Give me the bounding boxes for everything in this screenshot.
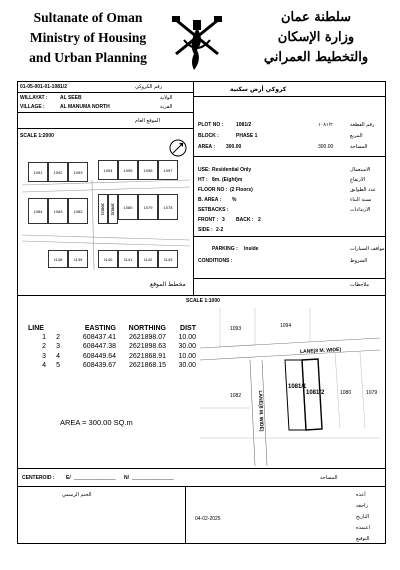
key-lot: 1142 [138,250,158,268]
footer-label-ar: راجعه [356,503,368,509]
parking-label: PARKING : [212,246,238,252]
cell-to: 3 [56,343,60,351]
ministry-name-arabic [246,8,386,68]
block-value: PHASE 1 [236,133,258,139]
footer-label-ar: التاريخ [356,514,369,520]
plot-map-lot: 1080 [340,390,352,396]
coordinates-table [28,324,196,370]
table-header-dist: DIST [180,325,196,332]
plot-no-value: 1081/2 [236,122,252,128]
plot-map-lot: 1082 [230,393,242,399]
side-label: SIDE : [198,227,213,233]
cell-dist: 10.00 [178,334,196,342]
block-label-ar: المربع [350,133,363,139]
use-label-ar: الاستعمال [350,167,371,173]
table-row [28,333,196,342]
key-plan-label-ar: مخطط الموقع [150,281,186,288]
floor-label-ar: عدد الطوابق [350,187,376,193]
footer-label-ar: التوقيع [356,536,370,542]
area-value: 300.00 [226,144,242,150]
key-map-scale: SCALE 1:2000 [20,133,54,139]
plot-reference-label-ar: رقم الكروكي [135,84,163,90]
centroid-label-ar: المساحة [320,475,338,481]
key-lot: 1096 [138,160,158,180]
cell-to: 5 [56,361,60,369]
cell-northing: 2621898.63 [129,343,166,351]
footer-label-ar: أعده [356,492,366,498]
parking-label-ar: مواقف السيارات [350,246,385,252]
height-label: HT : [198,177,208,183]
plot-map [200,308,380,466]
setbacks-label-ar: الارتدادات [350,207,371,213]
cell-from: 3 [42,352,46,360]
wilayat-label: WILLAYAT : [20,95,48,101]
table-row [28,342,196,351]
table-row [28,352,196,361]
document-title-ar: كروكي أرض سكنية [230,86,287,93]
key-lot: 1082 [68,198,88,224]
centroid-n-label: N/ [124,475,129,481]
road-label-horizontal: LANE(8 M. WIDE) [299,346,342,356]
notes-label-ar: ملاحظات [350,282,370,288]
cell-easting: 608439.67 [82,361,116,369]
area-value-ar: 300.00 [318,144,334,150]
plot-map-lot-subject: 1081/2 [306,390,325,396]
front-value: 3 [222,217,225,223]
wilayat-value: AL SEEB [60,95,82,101]
area-label: AREA : [198,144,216,150]
centroid-e-value: _______________ [74,475,116,481]
use-label: USE: [198,167,210,173]
floor-label: FLOOR NO : [198,187,228,193]
cell-northing: 2621868.15 [129,361,166,369]
key-lot: 1078 [158,194,178,220]
cell-northing: 2621868.91 [129,352,166,360]
cell-easting: 608447.38 [82,343,116,351]
centroid-label: CENTEROID : [22,475,55,481]
key-lot: 1095 [118,160,138,180]
key-lot: 1092 [48,162,68,182]
conditions-label-ar: الشروط [350,258,368,264]
road-label-vertical: LANE(8 M. WIDE) [256,390,265,432]
header-line-1: Sultanate of Oman [33,10,143,25]
plot-map-lot: 1094 [280,323,292,329]
cell-from: 2 [42,343,46,351]
back-label: BACK : [236,217,254,223]
front-label: FRONT : [198,217,219,223]
conditions-label: CONDITIONS : [198,258,233,264]
setbacks-label: SETBACKS : [198,207,229,213]
oman-emblem-icon [172,10,222,74]
key-lot: 1141 [118,250,138,268]
height-label-ar: الارتفاع [350,177,366,183]
cell-to: 2 [56,334,60,342]
building-area-label: B. AREA : [198,197,222,203]
location-title-ar: الموقع العام [135,118,160,124]
village-label-ar: القرية [160,104,173,110]
key-lot: 1080 [118,194,138,220]
plot-reference: 01-05-001-01-1081/2 [20,84,67,90]
header-line-3: and Urban Planning [29,50,147,65]
ministry-name-english [18,8,158,68]
key-map [22,140,190,270]
cell-from: 1 [42,334,46,342]
building-area-label-ar: نسبة البناء [350,197,372,203]
side-value: 2-2 [216,227,224,233]
key-lot: 1097 [158,160,178,180]
table-header-row [28,324,196,333]
north-arrow-icon [168,138,188,158]
total-area: AREA = 300.00 SQ.m [60,418,133,427]
header-ar-line-3: والتخطيط العمراني [263,50,369,65]
back-value: 2 [258,217,261,223]
header-ar-line-1: سلطنة عمان [280,10,352,25]
cell-northing: 2621898.07 [129,334,166,342]
use-value: Residential Only [212,167,252,173]
parking-value: Inside [244,246,259,252]
plot-map-lot: 1093 [230,326,242,332]
height-value: 8m. (Eight)m [212,177,243,183]
header-ar-line-2: وزارة الإسكان [277,30,355,45]
cell-to: 4 [56,352,60,360]
cell-from: 4 [42,361,46,369]
cell-dist: 10.00 [178,352,196,360]
footer-label-ar: اعتمده [356,525,371,531]
village-label: VILLAGE : [20,104,45,110]
plot-map-lot: 1081/1 [288,384,307,390]
key-lot: 1091 [28,162,48,182]
plot-map-lot: 1079 [366,390,378,396]
cell-dist: 30.00 [178,343,196,351]
cell-dist: 30.00 [178,361,196,369]
key-lot-highlighted: 1081/2 [108,194,118,224]
header-line-2: Ministry of Housing [29,30,147,45]
cell-easting: 608437.41 [82,334,116,342]
centroid-e-label: E/ [66,475,71,481]
area-label-ar: المساحة [350,144,368,150]
centroid-n-value: _______________ [132,475,174,481]
document-date: 04-02-2025 [195,516,221,522]
plot-no-label-ar: رقم القطعة [350,122,375,128]
key-lot: 1079 [138,194,158,220]
key-lot: 1140 [98,250,118,268]
key-lot: 1138 [48,250,68,268]
cell-easting: 608449.64 [82,352,116,360]
block-label: BLOCK : [198,133,219,139]
key-lot: 1094 [98,160,118,180]
building-area-value: % [232,197,237,203]
key-lot: 1093 [68,162,88,182]
key-lot: 1081/1 [98,194,108,224]
village-value: AL MANUMA NORTH [60,104,110,110]
plot-map-scale: SCALE 1:1000 [186,298,220,304]
table-header-easting: EASTING [84,325,116,332]
table-row [28,361,196,370]
key-lot: 1143 [158,250,178,268]
wilayat-label-ar: الولاية [160,95,173,101]
table-header-line: LINE [28,325,44,332]
key-lot: 1139 [68,250,88,268]
key-lot: 1084 [28,198,48,224]
plot-no-label: PLOT NO : [198,122,224,128]
table-header-northing: NORTHING [128,325,166,332]
plot-no-value-ar: ١٠٨١/٢ [318,122,333,128]
key-lot: 1083 [48,198,68,224]
floor-value: (2 Floors) [230,187,253,193]
official-stamp-label-ar: الختم الرسمي [62,492,92,498]
